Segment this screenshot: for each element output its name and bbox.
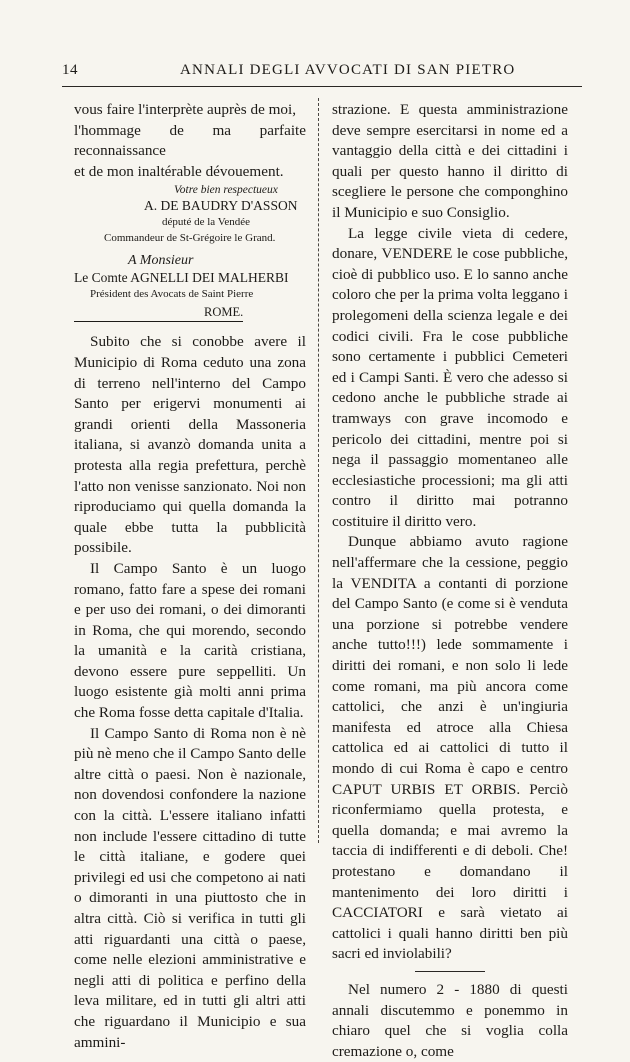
page-header bbox=[62, 62, 582, 82]
paragraph: Il Campo Santo di Roma non è nè più nè meno che il Campo Santo delle altre città o paesi. Non è nazionale, non dovendosi confondere la nazione con la città. L'essere italiano infatti non include l'essere cittadino di tutte le città italiane, e godere quei privilegi ed usi che competono ai nati o dimoranti in una piuttosto che in altra città. Ciò si verifica in tutti gli atti riguardanti una città o paese, come nelle elezioni amministrative e negli atti di politica e perfino della leva militare, ed in tutti gli altri atti che riguardano il Municipio e sua ammini- bbox=[74, 724, 306, 1051]
page-number: 14 bbox=[62, 62, 78, 78]
signature-title-2: Commandeur de St-Grégoire le Grand. bbox=[104, 232, 276, 245]
paragraph: Subito che si conobbe avere il Municipio di Roma ceduto una zona di terreno nell'interno del Campo Santo per erigervi monumenti ai grandi orienti della Massoneria italiana, si avanzò domanda unita a protesta alla regia prefettura, perchè l'atto non venisse sanzionato. Noi non riproduciamo qui quella domanda la quale ebbe tutta la pubblicità possibile. bbox=[74, 333, 306, 557]
left-column bbox=[74, 100, 306, 1053]
right-column bbox=[332, 100, 568, 1062]
signature-name: A. DE BAUDRY D'ASSON bbox=[144, 198, 298, 214]
header-rule bbox=[62, 86, 582, 87]
intro-line: et de mon inaltérable dévouement. bbox=[74, 162, 284, 180]
spacer bbox=[74, 322, 306, 332]
intro-line: vous faire l'interprète auprès de moi, bbox=[74, 101, 297, 118]
section-rule bbox=[415, 971, 485, 972]
paragraph: Dunque abbiamo avuto ragione nell'affermare che la cessione, peggio la VENDITA a contanti di porzione del Campo Santo (e come si è venduta una porzione si potrebbe vendere anche tutto!!!) lede sommamente i diritti dei romani, e non solo li lede come romani, ma più ancora come cattolici, che anzi è un'ingiuria manifesta ed atroce alla Chiesa cattolica ed ai cattolici di tutto il mondo di cui Roma è capo e centro CAPUT URBIS ET ORBIS. Perciò riconfermiamo quella protesta, e quella domanda; e mai avremo la taccia di indifferenti e di deboli. Che! protestano e domandano il mantenimento dei loro diritti i CACCIATORI e sarà vietato ai cattolici i quali hanno diritti ben più sacri ed inviolabili? bbox=[332, 533, 568, 963]
address-title: Président des Avocats de Saint Pierre bbox=[90, 288, 254, 301]
paragraph: La legge civile vieta di cedere, donare, VENDERE le cose pubbliche, cioè di pubblico uso. E lo sanno anche coloro che per la prima volta leggano i prolegomeni della scienza legale e dei codici civili. Fra le cose pubbliche sono certamente i pubblici Cemeteri ed i Campi Santi. È vero che adesso si cedono anche le pubbliche strade ai tramways con grave incomodo e pericolo dei cittadini, mentre poi si nega il passaggio momentaneo alle ecclesiastiche processioni; ma gli atti contro il diritto mai potranno costituire il diritto vero. bbox=[332, 224, 568, 530]
address-salutation: A Monsieur bbox=[128, 253, 194, 269]
address-city: ROME. bbox=[74, 304, 243, 322]
signature-block bbox=[74, 182, 306, 246]
address-block bbox=[74, 252, 306, 322]
column-divider bbox=[318, 98, 319, 843]
paragraph: strazione. E questa amministrazione deve sempre esercitarsi in nome ed a vantaggio della città e dei cittadini i quali per questo hanno il diritto di scegliere le persone che componghino il Municipio e suo Consiglio. bbox=[332, 101, 568, 221]
signature-closing: Votre bien respectueux bbox=[174, 184, 278, 197]
signature-title-1: député de la Vendée bbox=[162, 216, 251, 229]
intro-line: l'hommage de ma parfaite reconnaissance bbox=[74, 121, 306, 160]
address-name: Le Comte AGNELLI DEI MALHERBI bbox=[74, 270, 289, 286]
running-title: ANNALI DEGLI AVVOCATI DI SAN PIETRO bbox=[180, 62, 516, 78]
paragraph: Il Campo Santo è un luogo romano, fatto fare a spese dei romani e per uso dei romani, o dei dimoranti in Roma, che qui morendo, secondo la umanità e la carità cristiana, devono essere pure seppelliti. Un luogo esistente già molti anni prima che Roma fosse detta capitale d'Italia. bbox=[74, 559, 306, 722]
paragraph: Nel numero 2 - 1880 di questi annali discutemmo e ponemmo in chiaro quel che si voglia colla cremazione o, come bbox=[332, 980, 568, 1060]
